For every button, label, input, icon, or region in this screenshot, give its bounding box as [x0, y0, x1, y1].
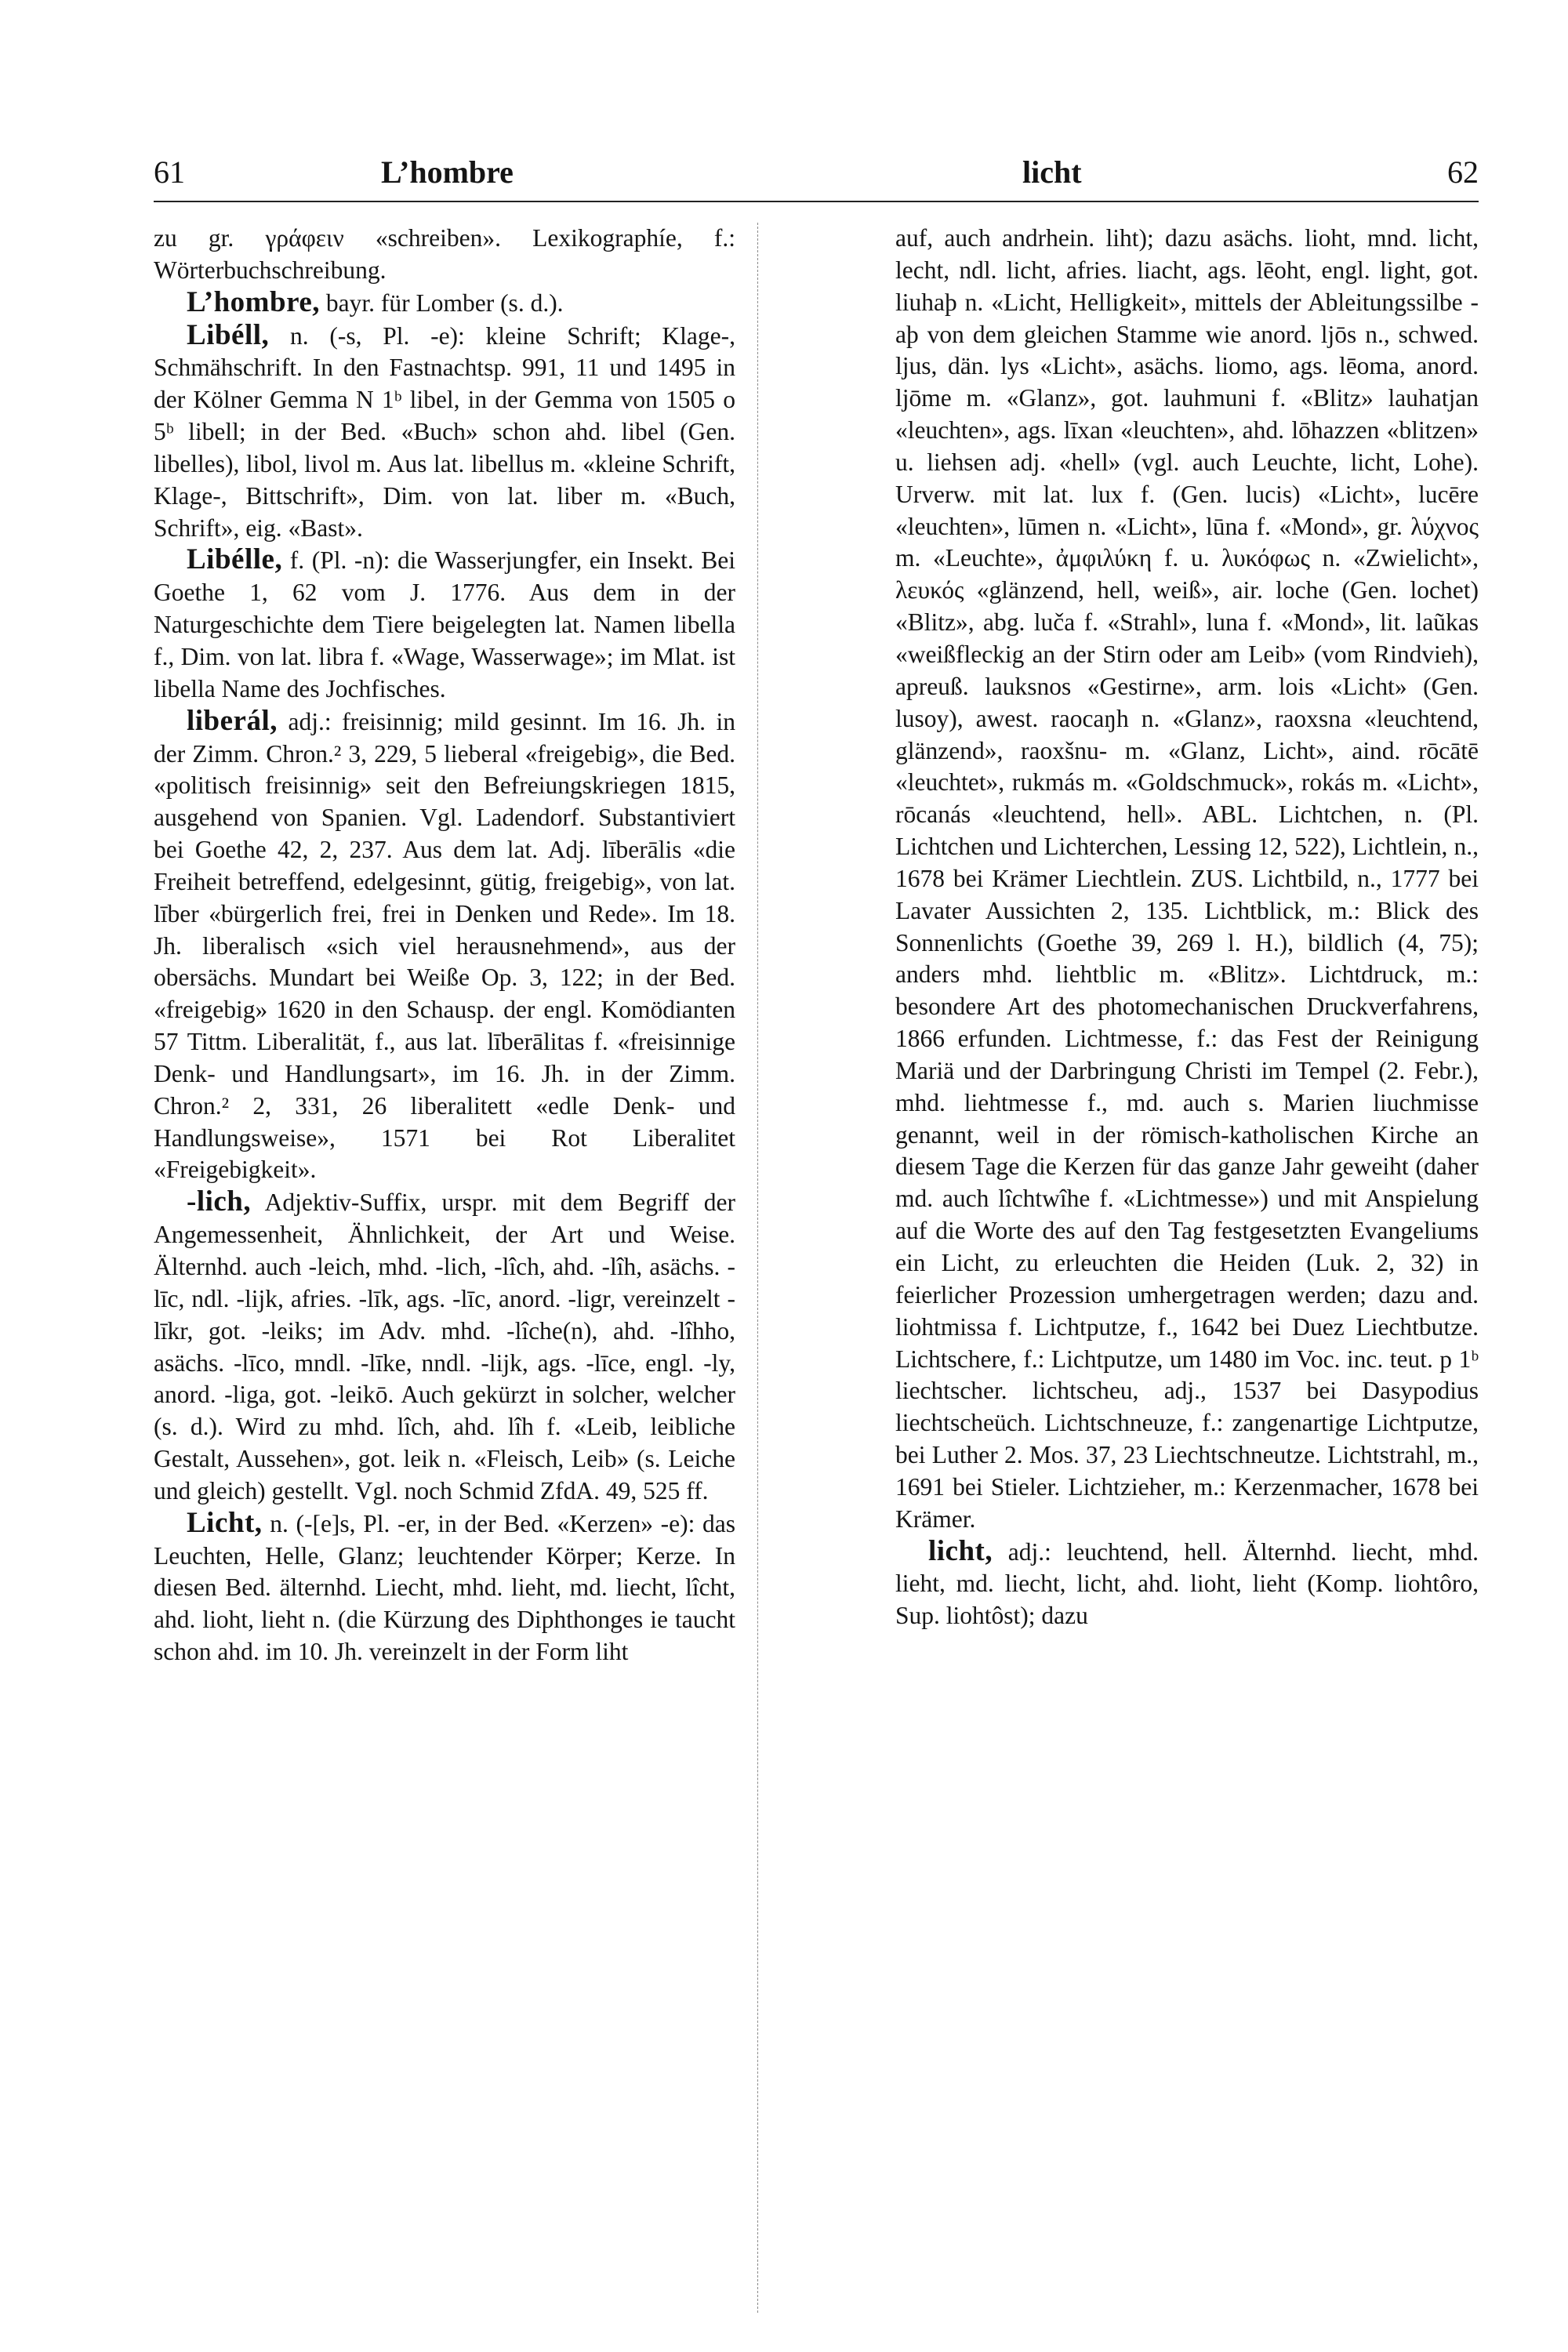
entry-text: adj.: freisinnig; mild gesinnt. Im 16. Jh. in der Zimm. Chron.² 3, 229, 5 lieberal «freigebig», die Bed. «politisch freisinnig» seit den Befreiungskriegen 1815, ausgehend von Spanien. Vgl. Ladendorf. Substantiviert bei Goethe 42, 2, 237. Aus dem lat. Adj. līberālis «die Freiheit betreffend, edelgesinnt, gütig, freigebig», von lat. līber «bürgerlich frei, frei in Denken und Rede». Im 18. Jh. liberalisch «sich viel herausnehmend», aus der obersächs. Mundart bei Weiße Op. 3, 122; in der Bed. «freigebig» 1620 in den Schausp. der engl. Komödianten 57 Tittm. Liberalität, f., aus lat. līberālitas f. «freisinnige Denk- und Handlungsart», im 16. Jh. in der Zimm. Chron.² 2, 331, 26 liberalitett «edle Denk- und Handlungsweise», 1571 bei Rot Liberalitet «Freigebigkeit».: [154, 707, 736, 1184]
entry-headword: -lich,: [187, 1185, 252, 1218]
dictionary-entry: [154, 544, 735, 705]
right-page-number: 62: [1447, 154, 1479, 190]
dictionary-entry: [154, 706, 735, 1187]
left-page-number: 61: [154, 154, 185, 190]
entry-text: Adjektiv-Suffix, urspr. mit dem Begriff der Angemessenheit, Ähnlichkeit, der Art und Weise. Älternhd. auch -leich, mhd. -lich, -lîch, ahd. -lîh, asächs. -līc, ndl. -lijk, afries. -līk, ags. -līc, anord. -ligr, vereinzelt -līkr, got. -leiks; im Adv. mhd. -lîche(n), ahd. -lîhho, asächs. -līco, mndl. -līke, nndl. -lijk, ags. -līce, engl. -ly, anord. -liga, got. -leikō. Auch gekürzt in solcher, welcher (s. d.). Wird zu mhd. lîch, ahd. lîh f. «Leib, leibliche Gestalt, Aussehen», got. leik n. «Fleisch, Leib» (s. Leiche und gleich) gestellt. Vgl. noch Schmid ZfdA. 49, 525 ff.: [154, 1189, 735, 1504]
column-divider: [757, 223, 758, 2313]
entry-text: bayr. für Lomber (s. d.).: [325, 289, 564, 317]
entry-headword: licht,: [928, 1534, 993, 1567]
entry-headword: liberál,: [187, 704, 278, 737]
entry-headword: Libéll,: [187, 318, 270, 351]
right-column: [895, 223, 1479, 1632]
entry-text: auf, auch andrhein. liht); dazu asächs. lioht, mnd. licht, lecht, ndl. licht, afries. liacht, ags. lēoht, engl. light, got. liuhaþ n. «Licht, Helligkeit», mittels der Ableitungssilbe -aþ von dem gleichen Stamme wie anord. ljōs n., schwed. ljus, dän. lys «Licht», asächs. liomo, ags. lēoma, anord. ljōme m. «Glanz», got. lauhmuni f. «Blitz» lauhatjan «leuchten», ags. līxan «leuchten», ahd. lōhazzen «blitzen» u. liehsen adj. «hell» (vgl. auch Leuchte, licht, Lohe). Urverw. mit lat. lux f. (Gen. lucis) «Licht», lucēre «leuchten», lūmen n. «Licht», lūna f. «Mond», gr. λύχνος m. «Leuchte», ἀμφιλύκη f. u. λυκόφως n. «Zwielicht», λευκός «glänzend, hell, weiß», air. loche (Gen. lochet) «Blitz», abg. luča f. «Strahl», luna f. «Mond», lit. laũkas «weißfleckig an der Stirn oder am Leib» (vom Rindvieh), apreuß. lauksnos «Gestirne», arm. lois «Licht» (Gen. lusoy), awest. raocaŋh n. «Glanz», raoxsna «leuchtend, glänzend», raoxšnu- m. «Glanz, Licht», aind. rōcātē «leuchtet», rukmás m. «Goldschmuck», rokás m. «Licht», rōcanás «leuchtend, hell». ABL. Lichtchen, n. (Pl. Lichtchen und Lichterchen, Lessing 12, 522), Lichtlein, n., 1678 bei Krämer Liechtlein. ZUS. Lichtbild, n., 1777 bei Lavater Aussichten 2, 135. Lichtblick, m.: Blick des Sonnenlichts (Goethe 39, 269 l. H.), bildlich (4, 75); anders mhd. liehtblic m. «Blitz». Lichtdruck, m.: besondere Art des photomechanischen Druckverfahrens, 1866 erfunden. Lichtmesse, f.: das Fest der Reinigung Mariä und der Darbringung Christi im Tempel (2. Febr.), mhd. liehtmesse f., md. auch s. Marien liuchmisse genannt, weil in der römisch-katholischen Kirche an diesem Tage die Kerzen für das ganze Jahr geweiht (daher md. auch lîchtwîhe f. «Lichtmesse») und mit Anspielung auf die Worte des auf den Tag festgesetzten Evangeliums ein Licht, zu erleuchten die Heiden (Luk. 2, 32) in feierlicher Prozession umhergetragen werden; dazu and. liohtmissa f. Lichtputze, f., 1642 bei Duez Liechtbutze. Lichtschere, f.: Lichtputze, um 1480 im Voc. inc. teut. p 1ᵇ liechtscher. lichtscheu, adj., 1537 bei Dasypodius liechtscheüch. Lichtschneuze, f.: zangenartige Lichtputze, bei Luther 2. Mos. 37, 23 Liechtschneutze. Lichtstrahl, m., 1691 bei Stieler. Lichtzieher, m.: Kerzenmacher, 1678 bei Krämer.: [895, 224, 1479, 1533]
entry-text: n. (-s, Pl. -e): kleine Schrift; Klage-, Schmähschrift. In den Fastnachtsp. 991, 11 und 1495 in der Kölner Gemma N 1ᵇ libel, in der Gemma von 1505 o 5ᵇ libell; in der Bed. «Buch» schon ahd. libel (Gen. libelles), libol, livol m. Aus lat. libellus m. «kleine Schrift, Klage-, Bittschrift», Dim. von lat. liber m. «Buch, Schrift», eig. «Bast».: [154, 321, 736, 542]
dictionary-entry: [154, 1186, 735, 1507]
entry-text: adj.: leuchtend, hell. Älternhd. liecht, mhd. lieht, md. liecht, licht, ahd. lioht, lieht (Komp. liohtôro, Sup. liohtôst); dazu: [895, 1537, 1479, 1630]
header-rule: [154, 201, 1479, 202]
left-column: [154, 223, 735, 1668]
page-header: [154, 154, 1479, 193]
entry-headword: Libélle,: [187, 543, 283, 576]
entry-text: f. (Pl. -n): die Wasserjungfer, ein Insekt. Bei Goethe 1, 62 vom J. 1776. Aus dem in der Naturgeschichte dem Tiere beigelegten lat. Namen libella f., Dim. von lat. libra f. «Wage, Wasserwage»; im Mlat. ist libella Name des Jochfisches.: [154, 546, 736, 702]
dictionary-entry: [154, 1508, 735, 1668]
right-running-head: licht: [1022, 154, 1082, 190]
entry-headword: L’hombre,: [187, 285, 321, 318]
left-running-head: L’hombre: [381, 154, 514, 190]
entry-text: zu gr. γράφειν «schreiben». Lexikographíe, f.: Wörterbuchschreibung.: [154, 224, 735, 284]
entry-headword: Licht,: [187, 1506, 263, 1539]
dictionary-entry: [895, 1536, 1479, 1633]
dictionary-entry: [895, 223, 1479, 1536]
dictionary-entry: [154, 287, 735, 320]
entry-text: n. (-[e]s, Pl. -er, in der Bed. «Kerzen» -e): das Leuchten, Helle, Glanz; leuchtender Körper; Kerze. In diesen Bed. älternhd. Liecht, mhd. lieht, md. liecht, lîcht, ahd. lioht, lieht n. (die Kürzung des Diphthonges ie taucht schon ahd. im 10. Jh. vereinzelt in der Form liht: [154, 1509, 735, 1666]
dictionary-entry: [154, 223, 735, 287]
dictionary-entry: [154, 320, 735, 545]
